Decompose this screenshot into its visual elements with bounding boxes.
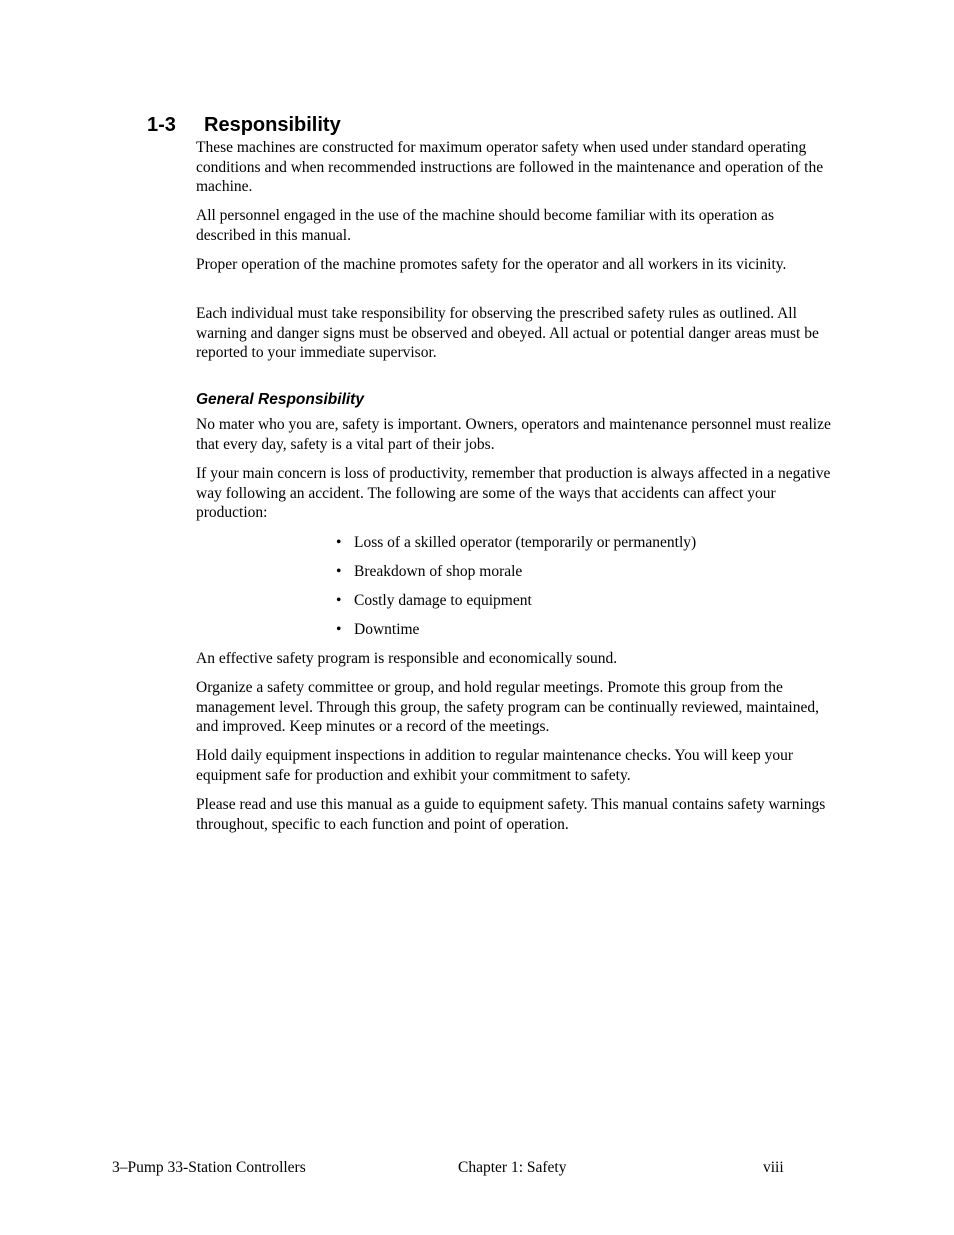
section-heading: [147, 112, 341, 138]
section-title: Responsibility: [204, 114, 341, 136]
paragraph: An effective safety program is responsible and economically sound.: [196, 650, 618, 667]
paragraph: If your main concern is loss of productivity, remember that production is always affected in a negative way following an accident. The following are some of the ways that accidents can affect your production:: [196, 465, 831, 522]
paragraph: These machines are constructed for maximum operator safety when used under standard operating conditions and when recommended instructions are followed in the maintenance and operation of the machine.: [196, 139, 824, 196]
footer-chapter: Chapter 1: Safety: [458, 1159, 567, 1176]
bullet-icon: •: [336, 621, 342, 638]
list-item: [336, 620, 419, 640]
section-number: 1-3: [147, 114, 176, 136]
list-item: [336, 591, 532, 611]
list-item-text: Downtime: [354, 621, 420, 638]
bullet-icon: •: [336, 592, 342, 609]
list-item-text: Loss of a skilled operator (temporarily or permanently): [354, 534, 697, 551]
bullet-icon: •: [336, 534, 342, 551]
paragraph: Proper operation of the machine promotes safety for the operator and all workers in its vicinity.: [196, 256, 787, 273]
paragraph: No mater who you are, safety is important. Owners, operators and maintenance personnel must realize that every day, safety is a vital part of their jobs.: [196, 416, 831, 453]
list-item-text: Costly damage to equipment: [354, 592, 532, 609]
paragraph: Please read and use this manual as a guide to equipment safety. This manual contains safety warnings throughout, specific to each function and point of operation.: [196, 796, 826, 833]
list-item: [336, 562, 522, 582]
footer-page-number: viii: [763, 1159, 784, 1176]
subsection-heading: General Responsibility: [196, 391, 364, 408]
paragraph: Organize a safety committee or group, and hold regular meetings. Promote this group from the management level. Through this group, the safety program can be continually reviewed, maintained, and improved. Keep minutes or a record of the meetings.: [196, 679, 819, 736]
bullet-icon: •: [336, 563, 342, 580]
paragraph: All personnel engaged in the use of the machine should become familiar with its operation as described in this manual.: [196, 207, 775, 244]
paragraph: Hold daily equipment inspections in addition to regular maintenance checks. You will keep your equipment safe for production and exhibit your commitment to safety.: [196, 747, 794, 784]
footer-document-title: 3–Pump 33-Station Controllers: [112, 1159, 306, 1176]
list-item: [336, 533, 696, 553]
paragraph: Each individual must take responsibility for observing the prescribed safety rules as outlined. All warning and danger signs must be observed and obeyed. All actual or potential danger areas must be reported to your immediate supervisor.: [196, 305, 819, 362]
list-item-text: Breakdown of shop morale: [354, 563, 523, 580]
